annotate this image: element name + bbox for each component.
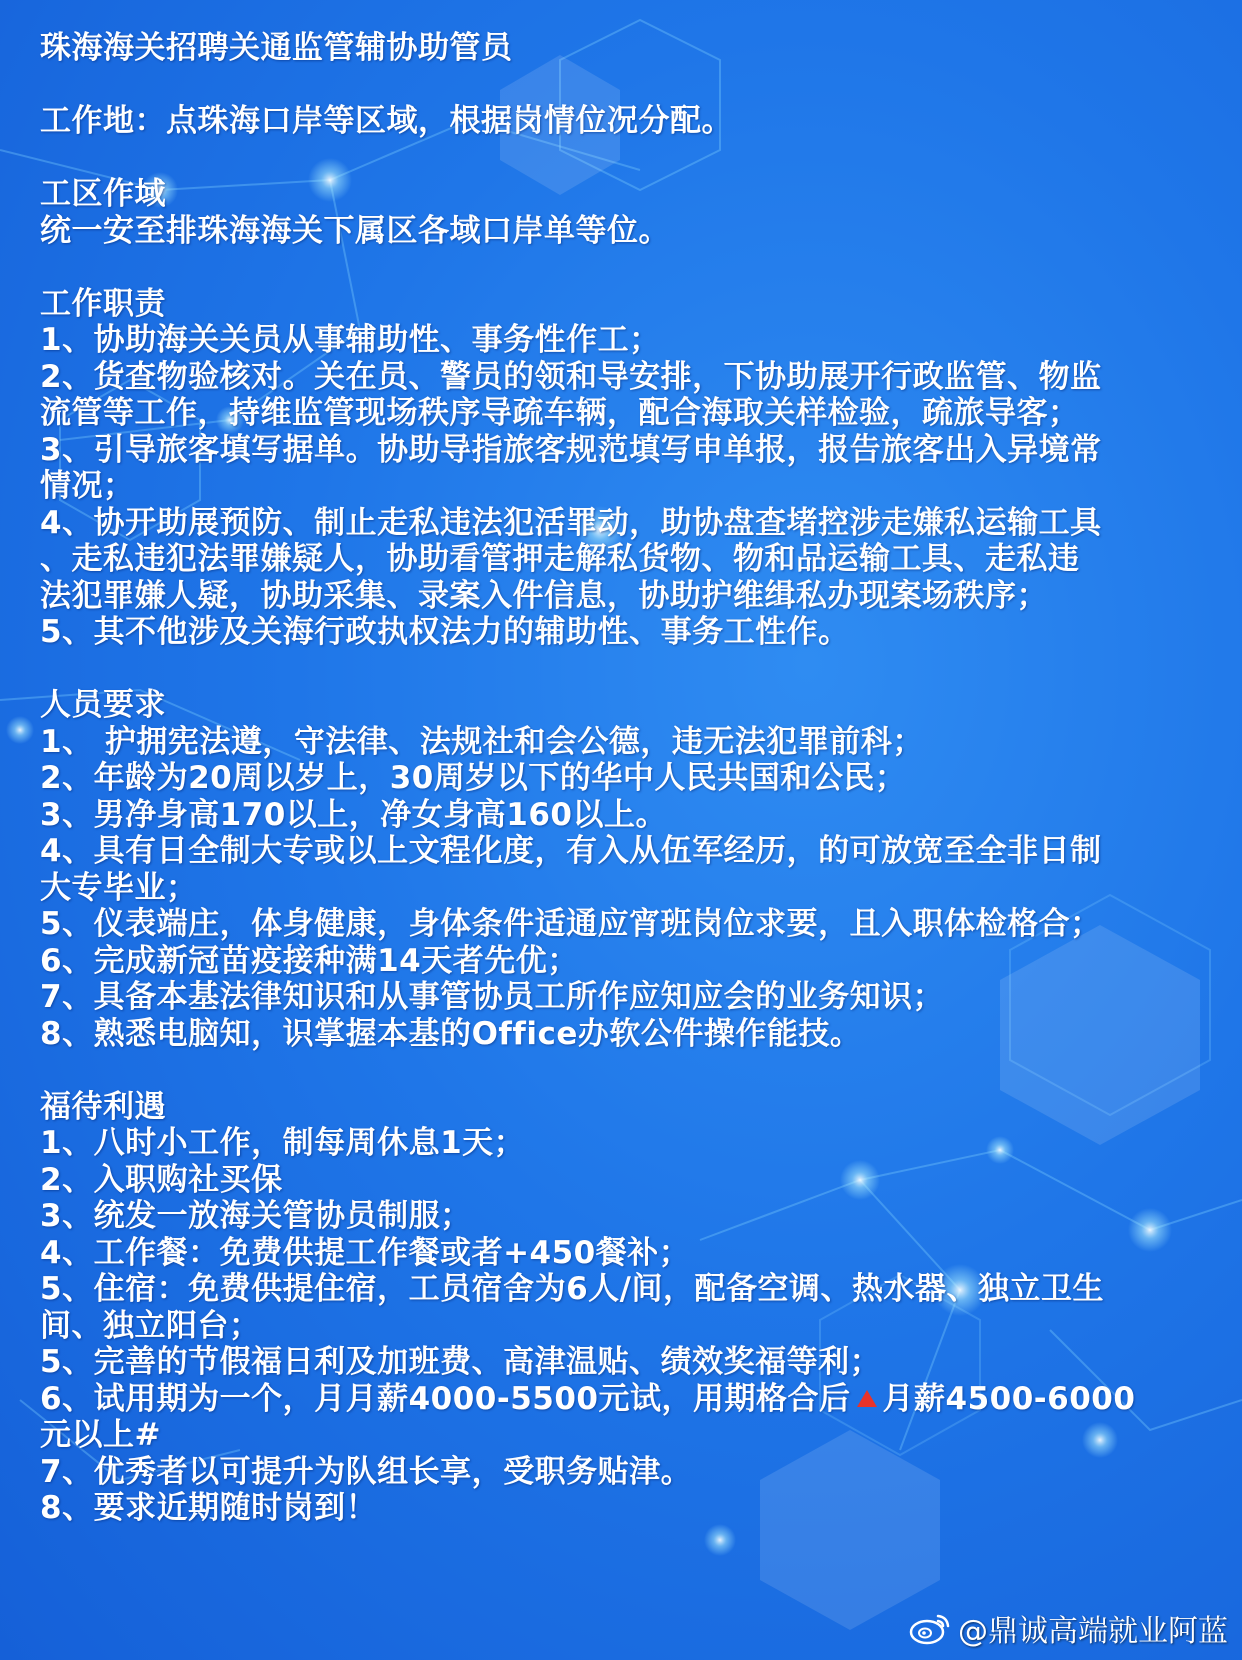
weibo-logo-icon [908, 1611, 952, 1645]
list-item: 、走私违犯法罪嫌疑人，协助看管押走解私货物、物和品运输工具、走私违 [40, 541, 1080, 577]
salary-text-part1: 6、试用期为一个，月月薪4000-5500元试，用期格合后 [40, 1380, 851, 1417]
red-triangle-icon [857, 1390, 877, 1407]
list-item: 4、协开助展预防、制止走私违法犯活罪动，助协盘查堵控涉走嫌私运输工具 [40, 504, 1102, 541]
list-item: 3、男净身高170以上，净女身高160以上。 [40, 796, 667, 833]
list-item: 流管等工作，持维监管现场秩序导疏车辆，配合海取关样检验，疏旅导客； [40, 395, 1080, 431]
work-location: 工作地：点珠海口岸等区域，根据岗情位况分配。 [40, 103, 733, 139]
list-item: 1、协助海关关员从事辅助性、事务性作工； [40, 322, 661, 358]
requirements-heading: 人员要求 [40, 687, 166, 723]
list-item: 8、熟悉电脑知，识掌握本基的Office办软公件操作能技。 [40, 1015, 862, 1052]
area-text: 统一安至排珠海海关下属区各域口岸单等位。 [40, 212, 670, 249]
duties-list [40, 322, 1210, 651]
benefits-heading: 福待利遇 [40, 1088, 166, 1125]
list-item: 7、具备本基法律知识和从事管协员工所作应知应会的业务知识； [40, 979, 945, 1015]
list-item: 5、仪表端庄，体身健康，身体条件适通应宵班岗位求要，且入职体检格合； [40, 906, 1102, 942]
job-posting [40, 30, 1210, 1527]
list-item: 6、完成新冠苗疫接种满14天者先优； [40, 942, 579, 979]
list-item: 4、工作餐：免费供提工作餐或者+450餐补； [40, 1234, 691, 1271]
duties-heading: 工作职责 [40, 285, 166, 322]
list-item: 3、引导旅客填写据单。协助导指旅客规范填写申单报，报告旅客出入异境常 [40, 431, 1102, 468]
list-item: 1、八时小工作，制每周休息1天； [40, 1125, 526, 1161]
list-item: 8、要求近期随时岗到！ [40, 1490, 378, 1526]
list-item: 3、统发一放海关管协员制服； [40, 1198, 472, 1234]
list-item: 5、住宿：免费供提住宿，工员宿舍为6人/间，配备空调、热水器、独立卫生 [40, 1271, 1104, 1307]
list-item: 5、完善的节假福日利及加班费、高津温贴、绩效奖福等利； [40, 1344, 882, 1380]
requirements-list [40, 724, 1210, 1053]
page-title: 珠海海关招聘关通监管辅协助管员 [40, 30, 513, 66]
weibo-watermark [908, 1606, 1228, 1650]
list-item: 2、入职购社买保 [40, 1161, 283, 1198]
list-item: 情况； [40, 468, 135, 504]
list-item: 2、货查物验核对。关在员、警员的领和导安排，下协助展开行政监管、物监 [40, 358, 1102, 395]
list-item: 4、具有日全制大专或以上文程化度，有入从伍军经历，的可放宽至全非日制 [40, 833, 1102, 869]
list-item: 大专毕业； [40, 869, 198, 906]
benefits-list [40, 1125, 1210, 1527]
salary-text-part2: 月薪4500-6000 [882, 1380, 1136, 1417]
list-item: 7、优秀者以可提升为队组长享，受职务贴津。 [40, 1453, 693, 1490]
watermark-text: @鼎诚高端就业阿蓝 [958, 1614, 1228, 1649]
list-item: 法犯罪嫌人疑，协助采集、录案入件信息，协助护维缉私办现案场秩序； [40, 577, 1048, 614]
list-item: 元以上# [40, 1417, 161, 1453]
salary-line [40, 1381, 1210, 1418]
area-heading: 工区作域 [40, 176, 166, 212]
list-item: 1、 护拥宪法遵，守法律、法规社和会公德，违无法犯罪前科； [40, 723, 924, 760]
list-item: 间、独立阳台； [40, 1307, 261, 1344]
list-item: 5、其不他涉及关海行政执权法力的辅助性、事务工性作。 [40, 614, 850, 650]
list-item: 2、年龄为20周以岁上，30周岁以下的华中人民共国和公民； [40, 760, 907, 796]
